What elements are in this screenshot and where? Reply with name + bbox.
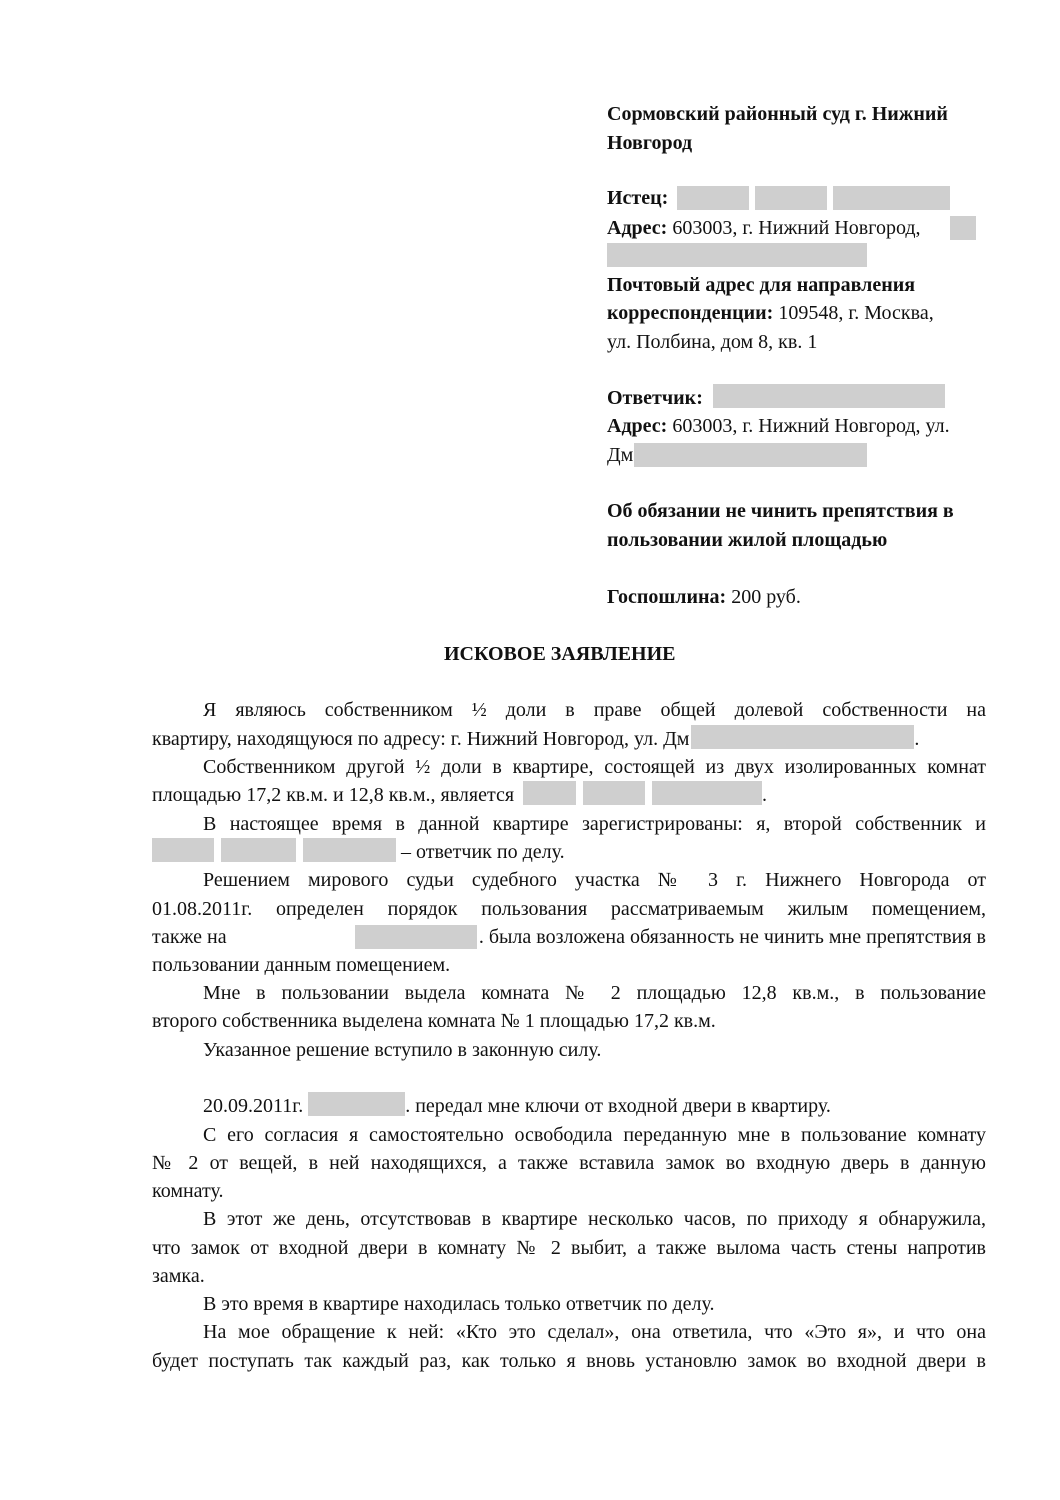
redaction-block — [691, 725, 914, 749]
plaintiff-line — [607, 184, 668, 212]
p10: В это время в квартире находилась только ответчик по делу. — [203, 1293, 715, 1315]
p9-line1: В этот же день, отсутствовав в квартире несколько часов, по приходу я обнаружила, — [203, 1208, 986, 1230]
fee-label: Госпошлина: — [607, 586, 727, 608]
subject-line2: пользовании жилой площадью — [607, 529, 888, 551]
p6: Указанное решение вступило в законную силу. — [203, 1039, 602, 1061]
plaintiff-address-line — [607, 214, 921, 242]
address-label: Адрес: — [607, 217, 668, 239]
p9-line2: что замок от входной двери в комнату № 2 выбит, а также вылома часть стены напротив — [152, 1237, 986, 1259]
fee-value: 200 руб. — [731, 586, 801, 608]
postal-line3: ул. Полбина, дом 8, кв. 1 — [607, 331, 818, 353]
p1-line2: квартиру, находящуюся по адресу: г. Нижний Новгород, ул. Дм . — [152, 725, 919, 753]
redaction-block — [308, 1092, 405, 1116]
fee-line — [607, 583, 801, 611]
defendant-address-label: Адрес: — [607, 415, 668, 437]
redaction-block — [755, 186, 827, 210]
court-name-line2: Новгород — [607, 132, 693, 154]
redaction-block — [607, 243, 867, 267]
p2-line2-text: площадью 17,2 кв.м. и 12,8 кв.м., является — [152, 784, 515, 806]
p4-line3-text: . была возложена обязанность не чинить мне препятствия в — [478, 926, 986, 948]
defendant-address-text: 603003, г. Нижний Новгород, ул. — [672, 415, 950, 437]
defendant-address-line — [607, 412, 950, 440]
p9-line3: замка. — [152, 1265, 205, 1287]
postal-label-line1: Почтовый адрес для направления — [607, 274, 916, 296]
redaction-block — [583, 781, 645, 805]
p4-line2: 01.08.2011г. определен порядок пользования рассматриваемым жилым помещением, — [152, 898, 986, 920]
p7 — [203, 1092, 831, 1120]
p4-line4: пользовании данным помещением. — [152, 954, 451, 976]
p7-date: 20.09.2011г. — [203, 1095, 304, 1117]
subject-line1: Об обязании не чинить препятствия в — [607, 500, 954, 522]
p8-line3: комнату. — [152, 1180, 224, 1202]
redaction-block — [713, 384, 945, 408]
p8-line2: № 2 от вещей, в ней находящихся, а также вставила замок во входную дверь в данную — [152, 1152, 986, 1174]
p3-line1: В настоящее время в данной квартире зарегистрированы: я, второй собственник и — [203, 813, 986, 835]
document-title: ИСКОВОЕ ЗАЯВЛЕНИЕ — [444, 643, 676, 665]
p3-line2-text: – ответчик по делу. — [401, 841, 565, 863]
p1-line2-text: квартиру, находящуюся по адресу: г. Нижний Новгород, ул. Дм — [152, 728, 690, 750]
p4-line3-end — [355, 923, 986, 951]
redaction-block — [652, 781, 762, 805]
postal-text-line2: 109548, г. Москва, — [778, 302, 934, 324]
p2-line1: Собственником другой ½ доли в квартире, состоящей из двух изолированных комнат — [203, 756, 986, 778]
redaction-block — [677, 186, 749, 210]
court-name-line1: Сормовский районный суд г. Нижний — [607, 103, 948, 125]
p2-line2: площадью 17,2 кв.м. и 12,8 кв.м., является . — [152, 781, 767, 809]
p4-line3 — [152, 923, 986, 951]
defendant-line — [607, 384, 703, 412]
plaintiff-address-text: 603003, г. Нижний Новгород, — [672, 217, 921, 239]
p5-line2: второго собственника выделена комната № 1 площадью 17,2 кв.м. — [152, 1010, 716, 1032]
p4-line3-start: также на — [152, 926, 227, 948]
redaction-block — [833, 186, 950, 210]
redaction-block — [634, 443, 867, 467]
p11-line1: На мое обращение к ней: «Кто это сделал», она ответила, что «Это я», и что она — [203, 1321, 986, 1343]
postal-label-line2: корреспонденции: — [607, 302, 774, 324]
p7-text: . передал мне ключи от входной двери в квартиру. — [405, 1095, 831, 1117]
p4-line1: Решением мирового судьи судебного участка № 3 г. Нижнего Новгорода от — [203, 869, 986, 891]
p8-line1: С его согласия я самостоятельно освободила переданную мне в пользование комнату — [203, 1124, 986, 1146]
p11-line2: будет поступать так каждый раз, как только я вновь установлю замок во входной двери в — [152, 1350, 986, 1372]
redaction-block — [950, 216, 976, 240]
redaction-block — [355, 925, 477, 949]
p5-line1: Мне в пользовании выдела комната № 2 площадью 12,8 кв.м., в пользование — [203, 982, 986, 1004]
redaction-block — [152, 838, 214, 862]
redaction-block — [221, 838, 296, 862]
postal-line2 — [607, 299, 934, 327]
redaction-block — [523, 781, 576, 805]
defendant-address-line2: Дм — [607, 444, 634, 466]
plaintiff-label: Истец: — [607, 187, 669, 209]
p1-line1: Я являюсь собственником ½ доли в праве общей долевой собственности на — [203, 699, 986, 721]
defendant-label: Ответчик: — [607, 387, 703, 409]
p3-line2 — [152, 838, 565, 866]
redaction-block — [303, 838, 396, 862]
